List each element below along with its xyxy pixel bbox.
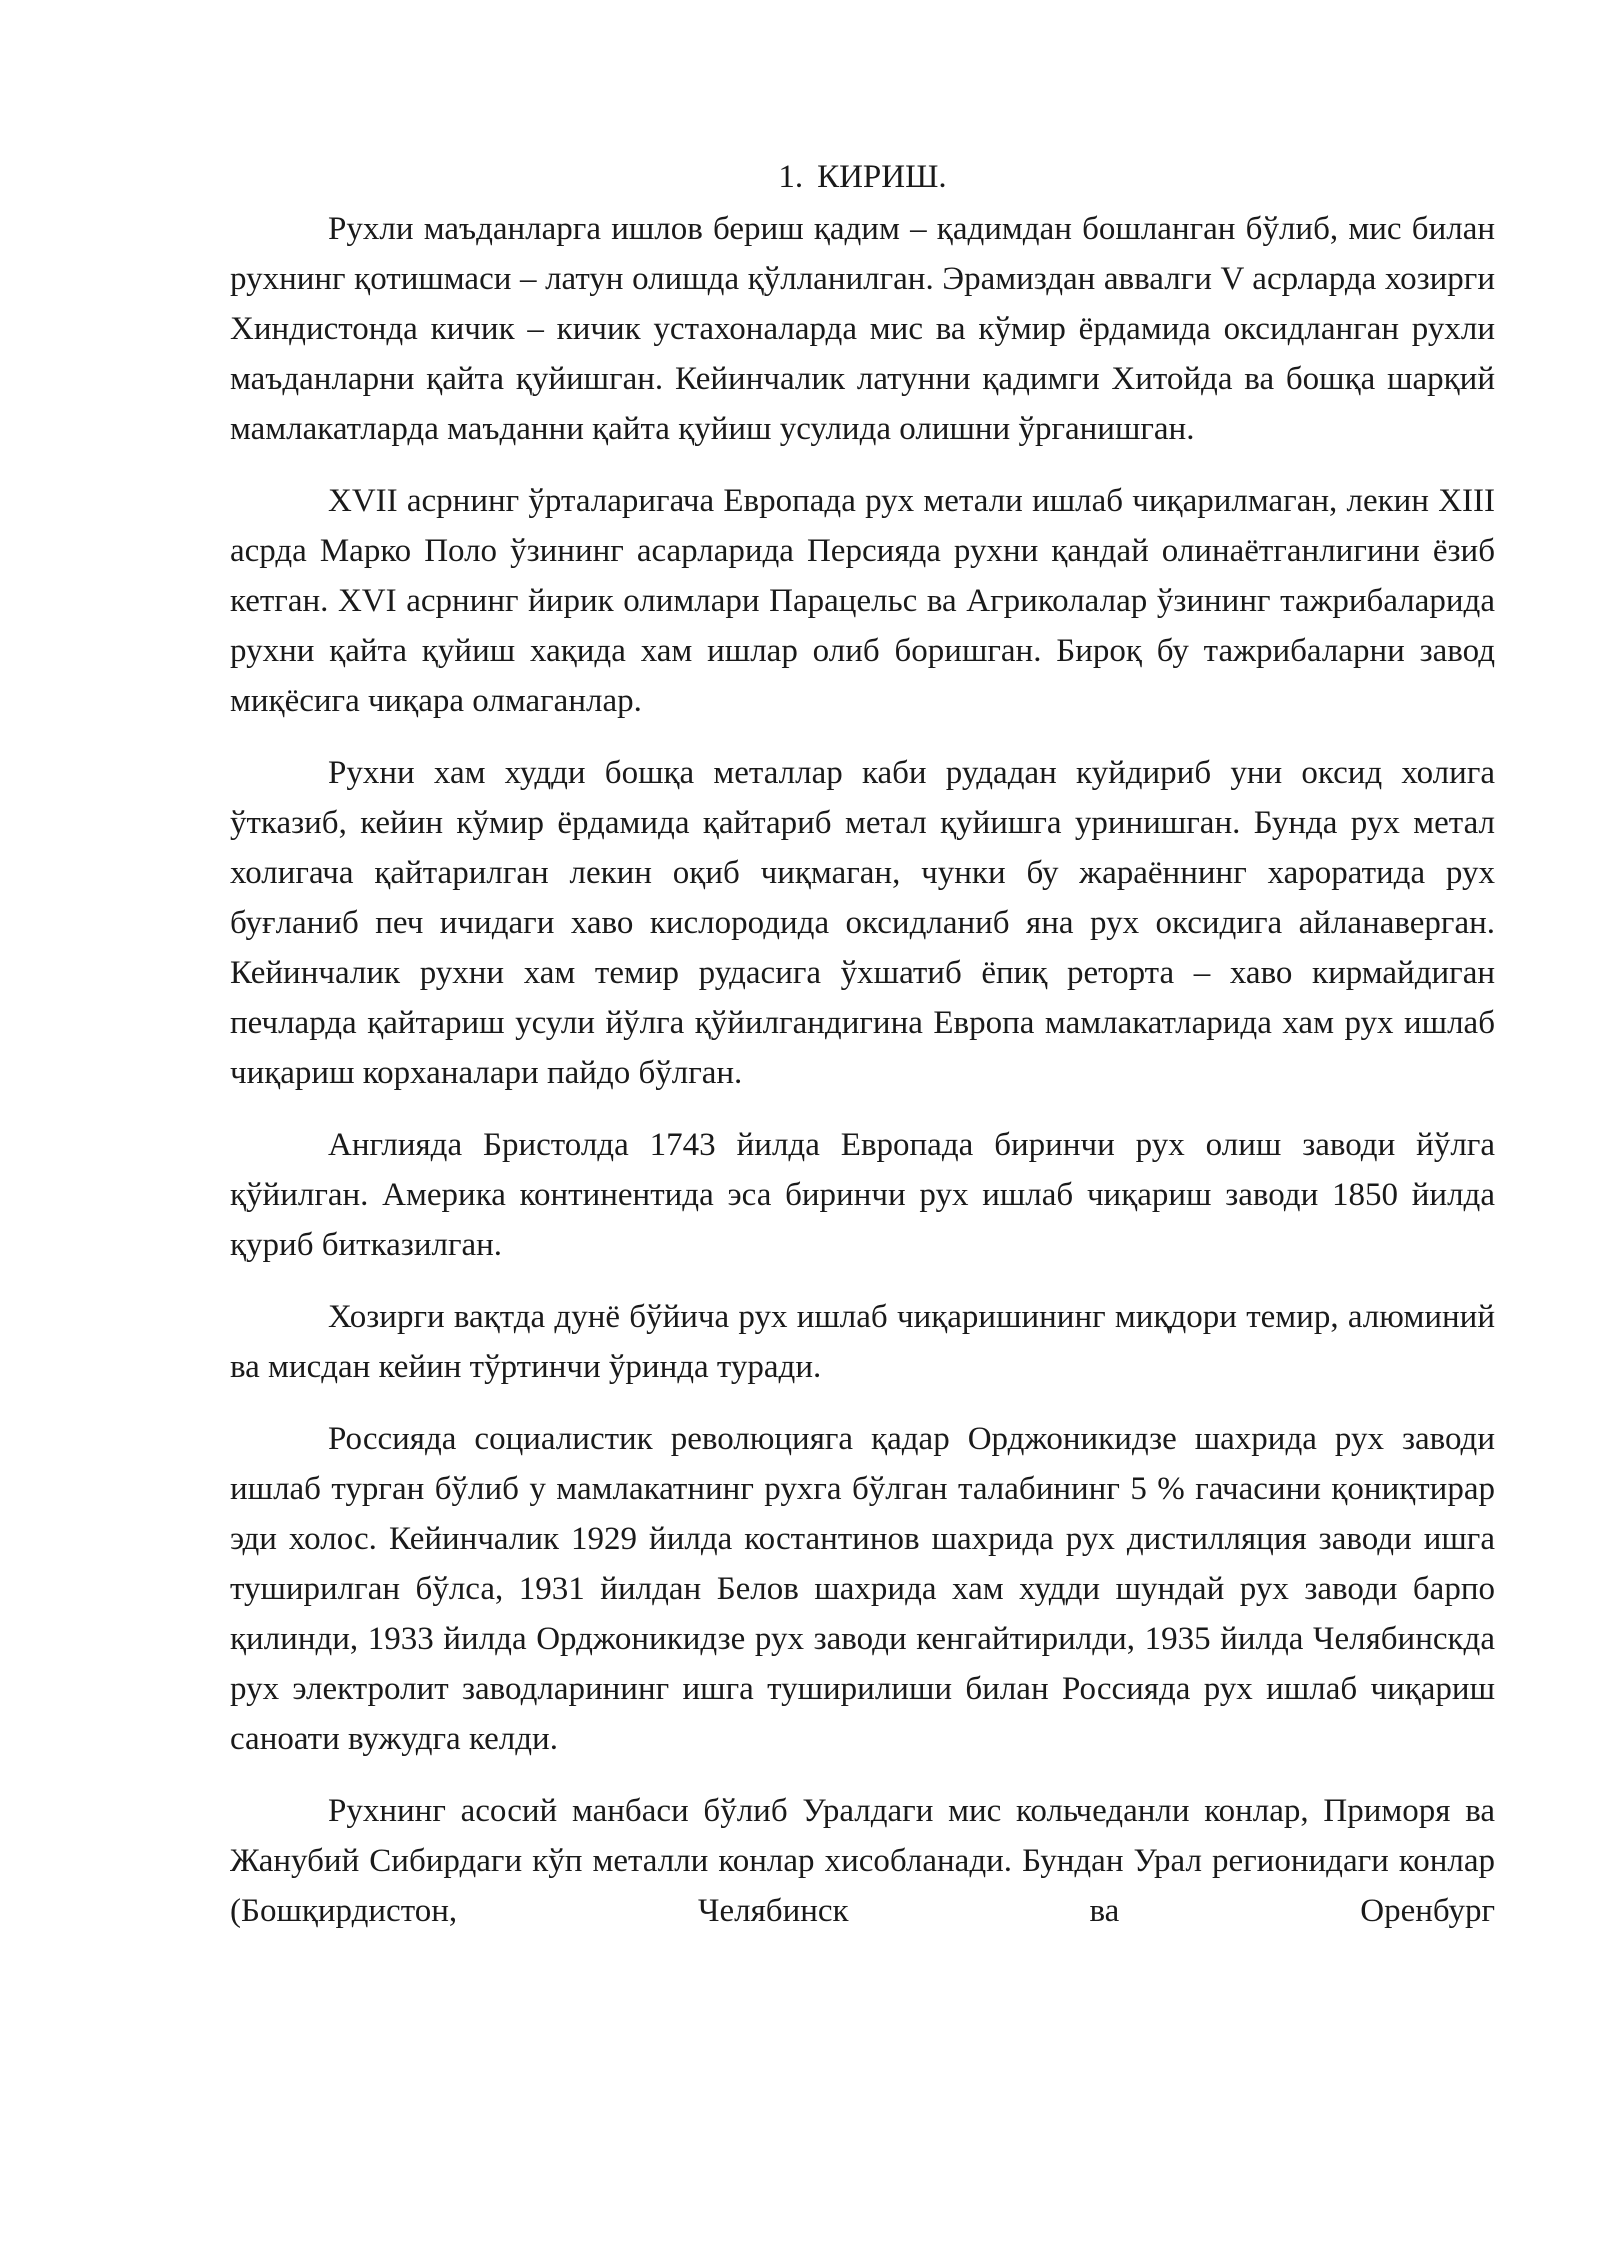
paragraph-2: XVII асрнинг ўрталаригача Европада рух метали ишлаб чиқарилмаган, лекин XIII асрда Марко Поло ўзининг асарларида Персияда рухни қандай олинаётганлигини ёзиб кетган. XVI асрнинг йирик олимлари Парацельс ва Агриколалар ўзининг тажрибаларида рухни қайта қуйиш хақида хам ишлар олиб боришган. Бироқ бу тажрибаларни завод миқёсига чиқара олмаганлар. [230,483,1495,719]
document-body [230,152,1495,1936]
paragraph-6: Россияда социалистик революцияга қадар Орджоникидзе шахрида рух заводи ишлаб турган бўлиб у мамлакатнинг рухга бўлган талабининг 5 % гачасини қониқтирар эди холос. Кейинчалик 1929 йилда костантинов шахрида рух дистилляция заводи ишга туширилган бўлса, 1931 йилдан Белов шахрида хам худди шундай рух заводи барпо қилинди, 1933 йилда Орджоникидзе рух заводи кенгайтирилди, 1935 йилда Челябинскда рух электролит заводларининг ишга туширилиши билан Россияда рух ишлаб чиқариш саноати вужудга келди. [230,1421,1495,1757]
paragraph-1: Рухли маъданларга ишлов бериш қадим – қадимдан бошланган бўлиб, мис билан рухнинг қотишмаси – латун олишда қўлланилган. Эрамиздан аввалги V асрларда хозирги Хиндистонда кичик – кичик устахоналарда мис ва кўмир ёрдамида оксидланган рухли маъданларни қайта қуйишган. Кейинчалик латунни қадимги Хитойда ва бошқа шарқий мамлакатларда маъданни қайта қуйиш усулида олишни ўрганишган. [230,211,1495,447]
paragraph-5: Хозирги вақтда дунё бўйича рух ишлаб чиқаришининг миқдори темир, алюминий ва мисдан кейин тўртинчи ўринда туради. [230,1299,1495,1385]
paragraph-3: Рухни хам худди бошқа металлар каби рудадан куйдириб уни оксид холига ўтказиб, кейин кўмир ёрдамида қайтариб метал қуйишга уринишган. Бунда рух метал холигача қайтарилган лекин оқиб чиқмаган, чунки бу жараённинг хароратида рух буғланиб печ ичидаги хаво кислородида оксидланиб яна рух оксидига айланаверган. Кейинчалик рухни хам темир рудасига ўхшатиб ёпиқ реторта – хаво кирмайдиган печларда қайтариш усули йўлга қўйилгандигина Европа мамлакатларида хам рух ишлаб чиқариш корханалари пайдо бўлган. [230,755,1495,1091]
section-heading [230,152,1495,202]
section-number: 1. [778,159,804,195]
paragraph-7: Рухнинг асосий манбаси бўлиб Уралдаги мис кольчеданли конлар, Приморя ва Жанубий Сибирдаги кўп металли конлар хисобланади. Бундан Урал регионидаги конлар (Бошқирдистон, Челябинск ва Оренбург [230,1793,1495,1929]
paragraph-4: Англияда Бристолда 1743 йилда Европада биринчи рух олиш заводи йўлга қўйилган. Америка континентида эса биринчи рух ишлаб чиқариш заводи 1850 йилда қуриб битказилган. [230,1127,1495,1263]
section-title: КИРИШ. [817,159,947,195]
